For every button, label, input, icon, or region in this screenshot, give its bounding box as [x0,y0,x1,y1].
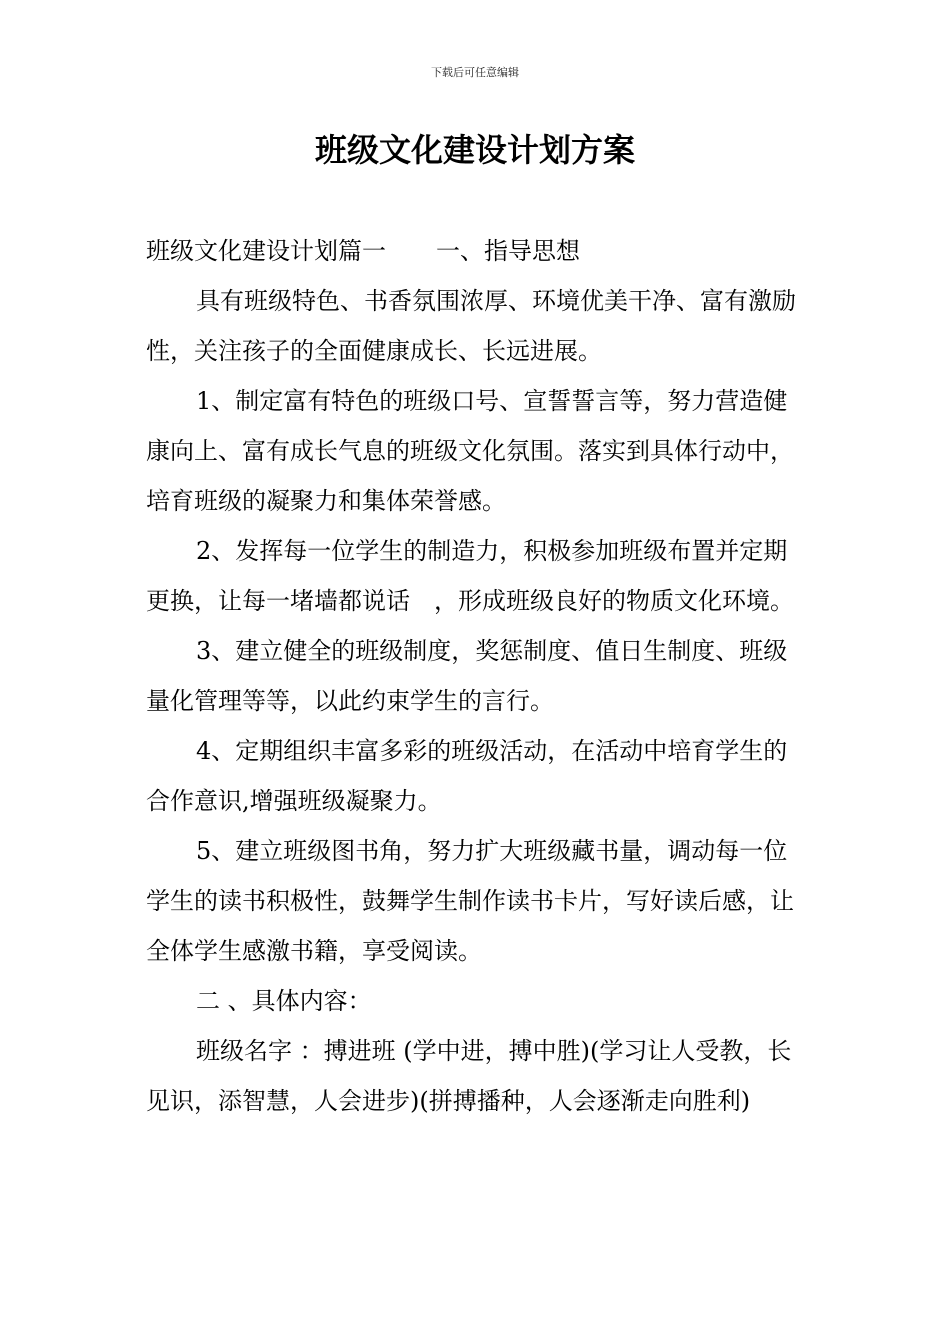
document-body [146,226,810,1126]
section-heading-content: 二 、具体内容： [196,987,372,1015]
section-heading-guiding-thought: 一、指导思想 [436,237,580,265]
paragraph-item-1: 1、制定富有特色的班级口号、宣誓誓言等，努力营造健康向上、富有成长气息的班级文化氛围。落实到具体行动中，培育班级的凝聚力和集体荣誉感。 [146,387,794,515]
header-note: 下载后可任意编辑 [431,66,519,79]
paragraph-item-3: 3、建立健全的班级制度，奖惩制度、值日生制度、班级量化管理等等，以此约束学生的言行。 [146,637,788,715]
paragraph-class-name: 班级名字 ：搏进班 (学中进，搏中胜)(学习让人受教，长见识，添智慧，人会进步)(拼搏播种，人会逐渐走向胜利) [146,1037,792,1115]
document-title: 班级文化建设计划方案 [314,131,635,169]
paragraph-item-4: 4、定期组织丰富多彩的班级活动，在活动中培育学生的合作意识,增强班级凝聚力。 [146,737,788,815]
paragraph-item-2: 2、发挥每一位学生的制造力，积极参加班级布置并定期更换，让每一堵墙都说话 ，形成班级良好的物质文化环境。 [146,537,794,615]
section-heading-article: 班级文化建设计划篇一 [146,237,386,265]
paragraph-item-5: 5、建立班级图书角，努力扩大班级藏书量，调动每一位学生的读书积极性，鼓舞学生制作读书卡片，写好读后感，让全体学生感激书籍，享受阅读。 [146,837,794,965]
intro-line [146,226,810,276]
paragraph-goal: 具有班级特色、书香氛围浓厚、环境优美干净、富有激励性，关注孩子的全面健康成长、长远进展。 [146,287,796,365]
